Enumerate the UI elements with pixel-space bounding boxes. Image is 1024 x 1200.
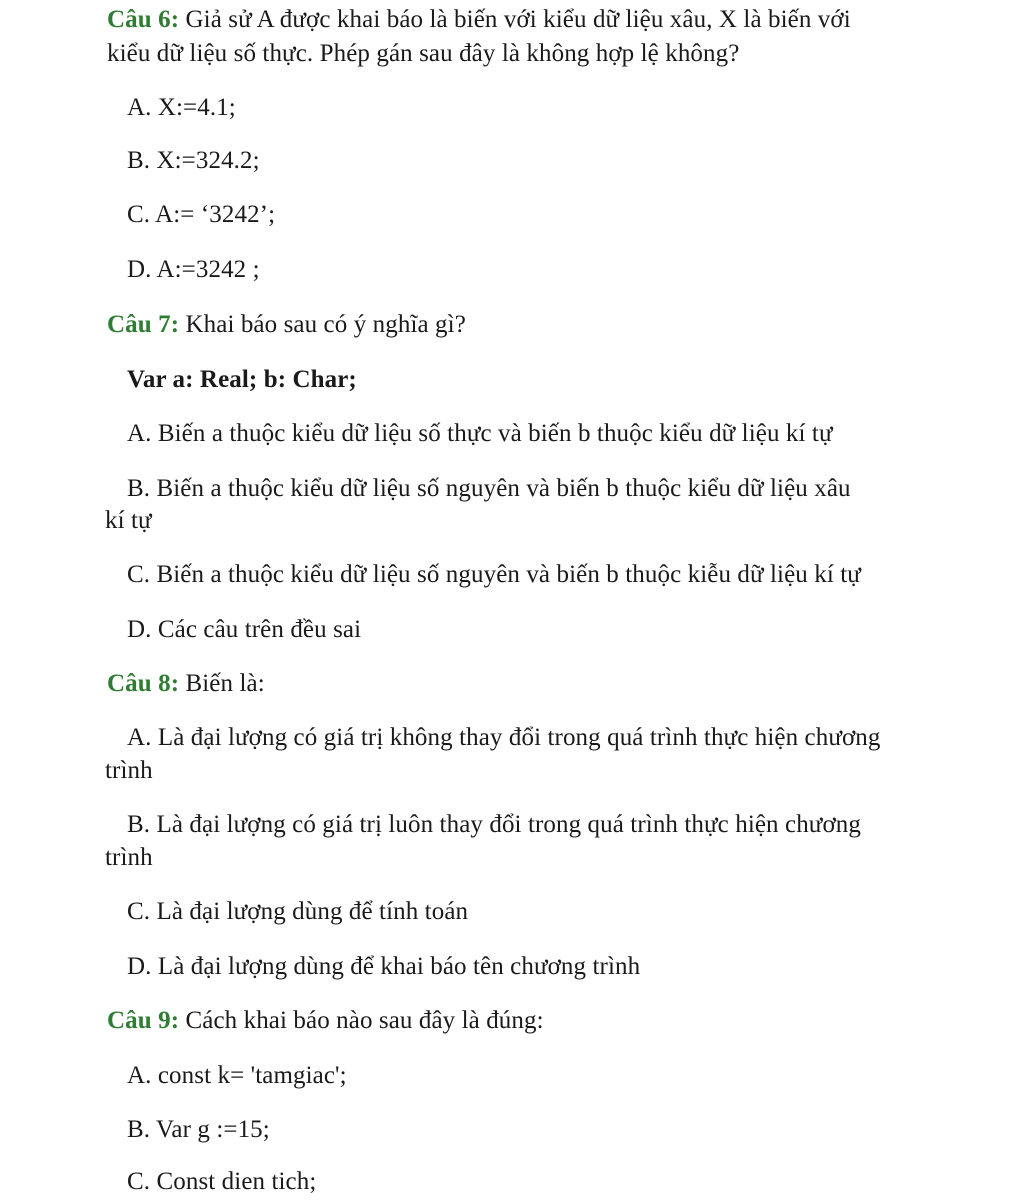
question-9-option-a: A. const k= 'tamgiac'; bbox=[127, 1062, 347, 1089]
question-7-option-c: C. Biến a thuộc kiểu dữ liệu số nguyên và biến b thuộc kiễu dữ liệu kí tự bbox=[127, 561, 861, 588]
question-8-option-b-line-2: trình bbox=[105, 844, 153, 871]
question-9-label: Câu 9: bbox=[107, 1007, 180, 1034]
question-7-option-a: A. Biến a thuộc kiểu dữ liệu số thực và biến b thuộc kiểu dữ liệu kí tự bbox=[127, 420, 833, 447]
question-8-option-b-line-1: B. Là đại lượng có giá trị luôn thay đổi trong quá trình thực hiện chương bbox=[127, 811, 861, 838]
question-6-option-c: C. A:= ‘3242’; bbox=[127, 201, 276, 228]
question-9-text: Cách khai báo nào sau đây là đúng: bbox=[179, 1007, 544, 1034]
question-7-text: Khai báo sau có ý nghĩa gì? bbox=[179, 311, 466, 338]
question-6-text-line-2: kiểu dữ liệu số thực. Phép gán sau đây là không hợp lệ không? bbox=[107, 40, 740, 67]
question-8-line bbox=[107, 668, 265, 700]
question-9-option-b: B. Var g :=15; bbox=[127, 1116, 270, 1143]
question-6-line-1 bbox=[107, 4, 851, 36]
question-6-option-a: A. X:=4.1; bbox=[127, 94, 236, 121]
question-7-option-b-line-1: B. Biến a thuộc kiểu dữ liệu số nguyên và biến b thuộc kiểu dữ liệu xâu bbox=[127, 475, 851, 502]
question-8-option-c: C. Là đại lượng dùng để tính toán bbox=[127, 898, 469, 925]
question-8-option-d: D. Là đại lượng dùng để khai báo tên chương trình bbox=[127, 953, 641, 980]
question-7-line bbox=[107, 309, 466, 341]
question-9-option-c: C. Const dien tich; bbox=[127, 1168, 317, 1195]
question-9-line bbox=[107, 1005, 544, 1037]
question-8-label: Câu 8: bbox=[107, 670, 180, 697]
question-7-code: Var a: Real; b: Char; bbox=[127, 366, 357, 393]
question-7-option-b-line-2: kí tự bbox=[105, 507, 152, 534]
question-7-option-d: D. Các câu trên đều sai bbox=[127, 616, 362, 643]
question-8-text: Biến là: bbox=[179, 670, 265, 697]
question-6-option-d: D. A:=3242 ; bbox=[127, 256, 260, 283]
question-7-label: Câu 7: bbox=[107, 311, 180, 338]
question-8-option-a-line-1: A. Là đại lượng có giá trị không thay đổi trong quá trình thực hiện chương bbox=[127, 724, 881, 751]
question-8-option-a-line-2: trình bbox=[105, 757, 153, 784]
question-6-label: Câu 6: bbox=[107, 6, 180, 33]
question-6-option-b: B. X:=324.2; bbox=[127, 147, 260, 174]
question-6-text-line-1: Giả sử A được khai báo là biến với kiểu dữ liệu xâu, X là biến với bbox=[179, 6, 851, 33]
